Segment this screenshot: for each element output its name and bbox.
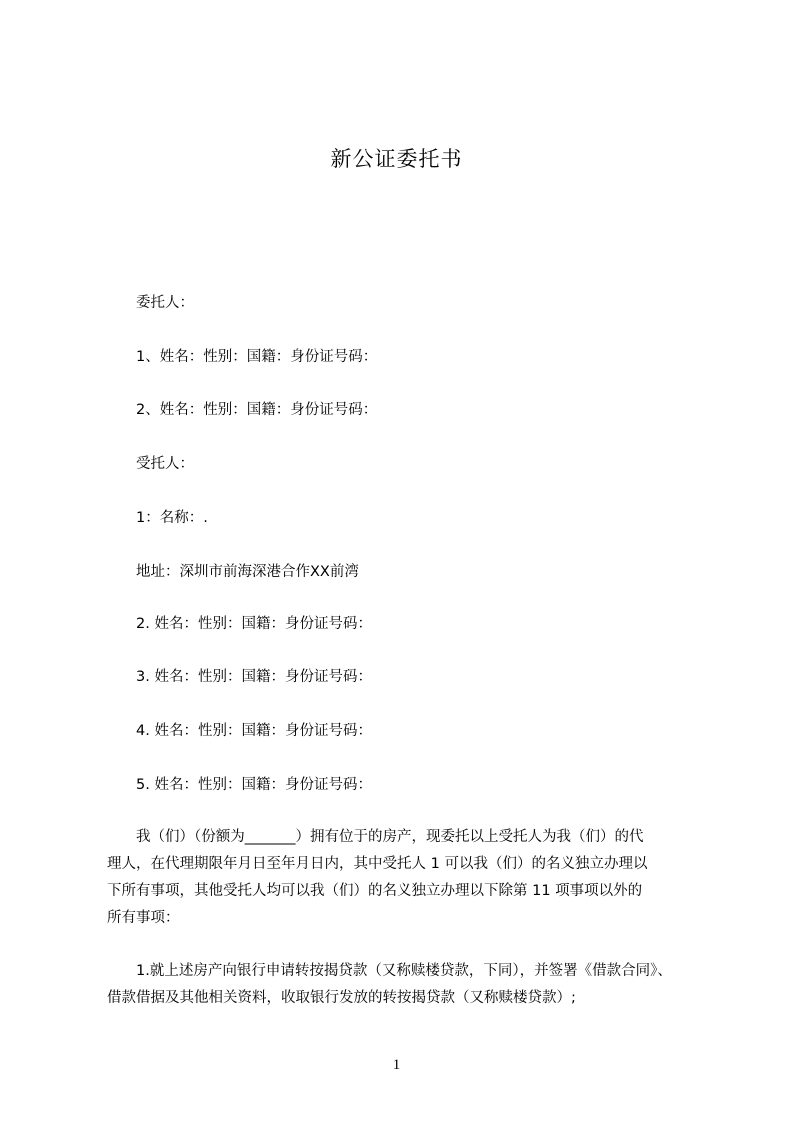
- item-1-line-2: 借款借据及其他相关资料，收取银行发放的转按揭贷款（又称赎楼贷款）;: [107, 990, 576, 1006]
- agent-3: 3. 姓名：性别：国籍：身份证号码：: [136, 669, 372, 685]
- agent-1-name: 1：名称：.: [136, 510, 208, 526]
- agent-2: 2. 姓名：性别：国籍：身份证号码：: [136, 616, 372, 632]
- body-line-2: 理人，在代理期限年月日至年月日内，其中受托人 1 可以我（们）的名义独立办理以: [107, 856, 648, 872]
- document-title: 新公证委托书: [330, 147, 463, 171]
- agent-5: 5. 姓名：性别：国籍：身份证号码：: [136, 777, 372, 793]
- agent-heading: 受托人：: [136, 456, 194, 472]
- principal-1: 1、姓名：性别：国籍：身份证号码：: [136, 349, 378, 365]
- agent-4: 4. 姓名：性别：国籍：身份证号码：: [136, 723, 372, 739]
- body-line-4: 所有事项：: [107, 910, 180, 926]
- body-line-1: 我（们）（份额为_______）拥有位于的房产，现委托以上受托人为我（们）的代: [136, 829, 644, 845]
- agent-1-address: 地址：深圳市前海深港合作XX前湾: [136, 564, 359, 580]
- body-line-3: 下所有事项，其他受托人均可以我（们）的名义独立办理以下除第 11 项事项以外的: [107, 883, 643, 899]
- principal-2: 2、姓名：性别：国籍：身份证号码：: [136, 402, 378, 418]
- item-1-line-1: 1.就上述房产向银行申请转按揭贷款（又称赎楼贷款，下同），并签署《借款合同》、: [136, 963, 672, 979]
- principal-heading: 委托人：: [136, 295, 194, 311]
- page-number: 1: [392, 1057, 401, 1073]
